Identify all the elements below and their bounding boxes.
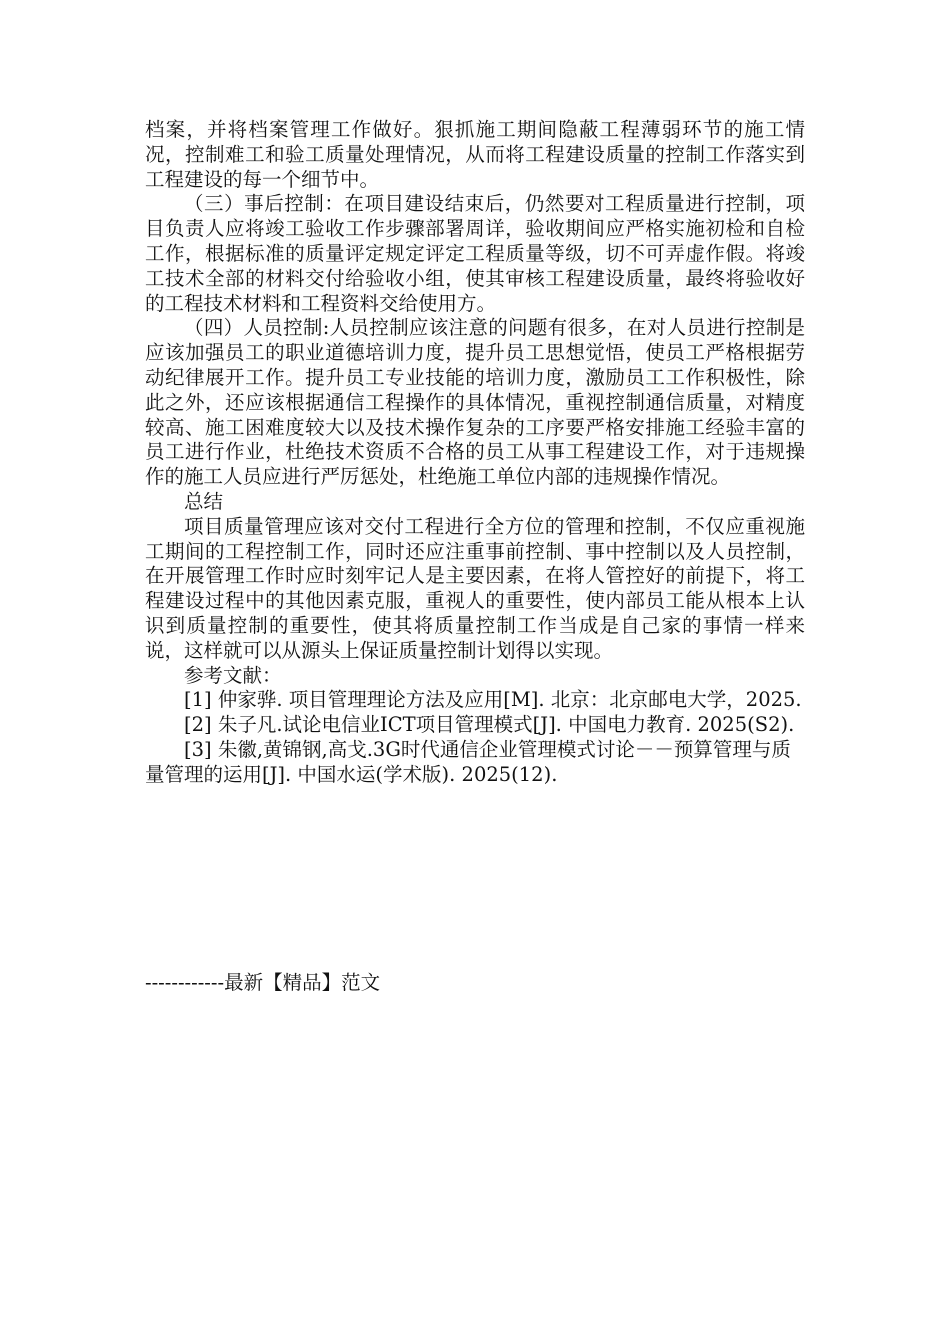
references-heading: 参考文献： (184, 663, 282, 687)
reference-item: [1] 仲家骅. 项目管理理论方法及应用[M]. 北京：北京邮电大学，2025. (184, 688, 802, 712)
body-paragraph: 档案，并将档案管理工作做好。狠抓施工期间隐蔽工程薄弱环节的施工情况，控制难工和验工质量处理情况，从而将工程建设质量的控制工作落实到工程建设的每一个细节中。 (145, 118, 805, 191)
footer-label: ------------最新【精品】范文 (145, 971, 381, 994)
summary-paragraph: 项目质量管理应该对交付工程进行全方位的管理和控制，不仅应重视施工期间的工程控制工作，同时还应注重事前控制、事中控制以及人员控制，在开展管理工作时应时刻牢记人是主要因素，在将人管控好的前提下，将工程建设过程中的其他因素克服，重视人的重要性，使内部员工能从根本上认识到质量控制的重要性，使其将质量控制工作当成是自己家的事情一样来说，这样就可以从源头上保证质量控制计划得以实现。 (145, 514, 805, 662)
reference-item: [2] 朱子凡.试论电信业ICT项目管理模式[J]. 中国电力教育. 2025(S2). (184, 713, 795, 737)
summary-heading: 总结 (184, 489, 224, 513)
reference-item: [3] 朱徽,黄锦钢,高戈.3G时代通信企业管理模式讨论－－预算管理与质量管理的运用[J]. 中国水运(学术版). 2025(12). (145, 737, 791, 786)
body-paragraph: （三）事后控制：在项目建设结束后，仍然要对工程质量进行控制，项目负责人应将竣工验收工作步骤部署周详，验收期间应严格实施初检和自检工作，根据标准的质量评定规定评定工程质量等级，切不可弄虚作假。将竣工技术全部的材料交付给验收小组，使其审核工程建设质量，最终将验收好的工程技术材料和工程资料交给使用方。 (145, 192, 805, 315)
document-body (145, 118, 805, 788)
body-paragraph: （四）人员控制:人员控制应该注意的问题有很多，在对人员进行控制是应该加强员工的职业道德培训力度，提升员工思想觉悟，使员工严格根据劳动纪律展开工作。提升员工专业技能的培训力度，激励员工工作积极性，除此之外，还应该根据通信工程操作的具体情况，重视控制通信质量，对精度较高、施工困难度较大以及技术操作复杂的工序要严格安排施工经验丰富的员工进行作业，杜绝技术资质不合格的员工从事工程建设工作，对于违规操作的施工人员应进行严厉惩处，杜绝施工单位内部的违规操作情况。 (145, 316, 805, 489)
